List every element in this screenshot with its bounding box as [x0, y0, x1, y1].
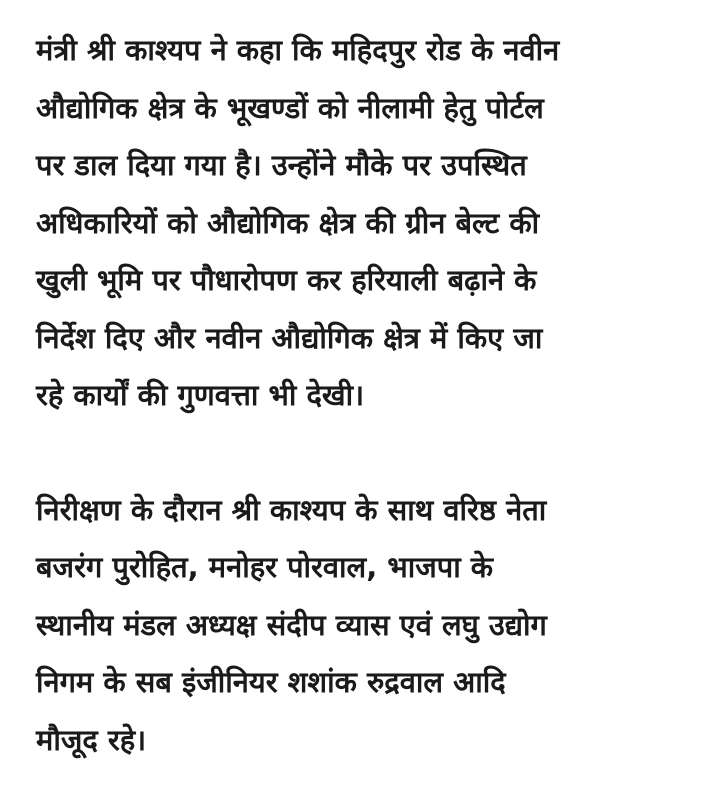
text-line: निरीक्षण के दौरान श्री काश्यप के साथ वरिष्ठ नेता [36, 492, 547, 527]
paragraph-1 [36, 22, 696, 425]
text-line: निगम के सब इंजीनियर शशांक रुद्रवाल आदि [36, 665, 506, 699]
text-line: मंत्री श्री काश्यप ने कहा कि महिदपुर रोड के नवीन [36, 33, 560, 67]
text-line: स्थानीय मंडल अध्यक्ष संदीप व्यास एवं लघु उद्योग [36, 607, 547, 642]
text-line: रहे कार्यों की गुणवत्ता भी देखी। [36, 378, 365, 412]
text-line: अधिकारियों को औद्योगिक क्षेत्र की ग्रीन बेल्ट की [36, 205, 540, 240]
text-line: निर्देश दिए और नवीन औद्योगिक क्षेत्र में किए जा [36, 320, 543, 355]
text-line: पर डाल दिया गया है। उन्होंने मौके पर उपस्थित [36, 148, 527, 182]
text-line: बजरंग पुरोहित, मनोहर पोरवाल, भाजपा के [36, 550, 494, 584]
text-line: औद्योगिक क्षेत्र के भूखण्डों को नीलामी हेतु पोर्टल [36, 90, 544, 125]
article-body [36, 22, 696, 769]
text-line: खुली भूमि पर पौधारोपण कर हरियाली बढ़ाने के [36, 263, 537, 297]
paragraph-2 [36, 482, 696, 770]
text-line: मौजूद रहे। [36, 722, 147, 757]
